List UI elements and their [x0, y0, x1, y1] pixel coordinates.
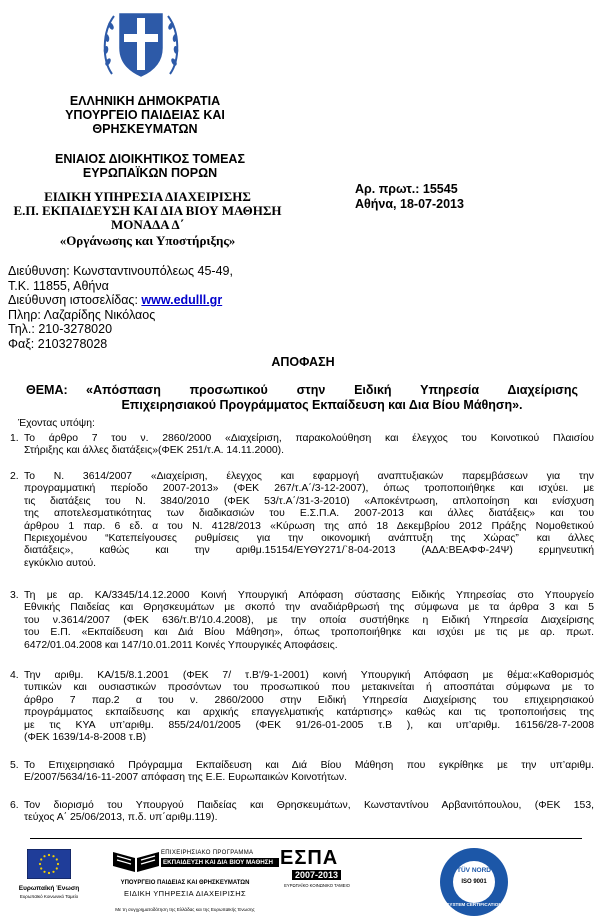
item-text-line: του ν.3614/2007 (ΦΕΚ 636/τ.Β'/10.4.2008), με την οποία συστήθηκε η Ειδική Υπηρεσία Διαχείρισης: [24, 614, 594, 626]
item-text-line: Ε/2007/5634/16-11-2007 απόφαση της Ε.Ε. Ευρωπαικών Κοινοτήτων.: [24, 772, 348, 784]
eu-logo: [14, 845, 84, 915]
item-text-line: προγραμματική περίοδο 2007-2013» (ΦΕΚ 267/τ.Α΄/3-12-2007), όπως τροποποιήθηκε και ισχύει. με: [24, 483, 594, 495]
eu-star-icon: [48, 854, 50, 856]
op-ministry: ΥΠΟΥΡΓΕΙΟ ΠΑΙΔΕΙΑΣ ΚΑΙ ΘΡΗΣΚΕΥΜΑΤΩΝ: [120, 880, 250, 886]
op-label-main: ΕΚΠΑΙΔΕΥΣΗ ΚΑΙ ΔΙΑ ΒΙΟΥ ΜΑΘΗΣΗ: [161, 858, 279, 867]
item-text-line: Το άρθρο 7 του ν. 2860/2000 «Διαχείριση, παρακολούθηση και έλεγχος του Κοινοτικού Πλαισίου: [24, 433, 594, 444]
subject-line-2: Επιχειρησιακού Προγράμματος Εκπαίδευση και Δια Βίου Μάθηση».: [121, 398, 523, 412]
service-line-2: Ε.Π. ΕΚΠΑΙΔΕΥΣΗ ΚΑΙ ΔΙΑ ΒΙΟΥ ΜΑΘΗΣΗ: [13, 203, 282, 218]
espa-logo: [278, 847, 356, 897]
service-line-1: ΕΙΔΙΚΗ ΥΠΗΡΕΣΙΑ ΔΙΑΧΕΙΡΙΣΗΣ: [44, 189, 251, 204]
cert-iso-label: ISO 9001: [461, 879, 487, 885]
item-text-line: εγκύκλιο αυτού.: [24, 557, 97, 569]
item-text-line: τις διατάξεις του Ν. 3840/2010 (ΦΕΚ 53/τ.Α΄/31-3-2010) «Αποκέντρωση, απλοποίηση και ενίσχυση: [24, 495, 594, 507]
decision-title: ΑΠΟΦΑΣΗ: [271, 355, 335, 369]
item-text-line: τυπικών και ουσιαστικών προσόντων του προσωπικού που μετακινείται ή αποσπάται σύμφωνα με το: [24, 682, 594, 694]
item-text-line: προγράμματος εκπαίδευσης και αρχικής επαγγελματικής κατάρτισης» καθώς και τις τροποποιήσεις της: [24, 707, 594, 719]
subject-label: ΘΕΜΑ:: [26, 383, 68, 397]
republic-name: ΕΛΛΗΝΙΚΗ ΔΗΜΟΚΡΑΤΙΑ: [69, 94, 221, 108]
eu-star-icon: [56, 858, 58, 860]
eu-star-icon: [48, 872, 50, 874]
op-label-top: ΕΠΙΧΕΙΡΗΣΙΑΚΟ ΠΡΟΓΡΑΜΜΑ: [161, 850, 254, 856]
eu-star-icon: [57, 863, 59, 865]
eu-label: Ευρωπαϊκή Ένωση: [18, 885, 80, 892]
item-text-line: Το Επιχειρησιακό Πρόγραμμα Εκπαίδευση και Διά Βίου Μάθηση που εγκρίθηκε με την υπ’αριθμ.: [24, 760, 594, 771]
address-line-1: Διεύθυνση: Κωνσταντινουπόλεως 45-49,: [8, 264, 233, 278]
eu-star-icon: [56, 867, 58, 869]
item-text-line: Τον διορισμό του Υπουργού Παιδείας και Θρησκευμάτων, Κωνσταντίνου Αρβανιτόπουλου, (ΦΕΚ 153,: [24, 800, 594, 811]
item-number: 5.: [10, 760, 19, 771]
item-number: 3.: [10, 590, 19, 601]
eu-star-icon: [43, 871, 45, 873]
intro-text: Έχοντας υπόψη:: [18, 418, 95, 429]
item-text-line: του Ε.Π. «Εκπαίδευση και Διά Βίου Μάθηση», όπως τροποποιήθηκε και ισχύει με τις με αρ. πρωτ.: [24, 627, 594, 639]
item-text-line: Στήριξης και άλλες διατάξεις»(ΦΕΚ 251/τ.Α. 14.11.2000).: [24, 445, 284, 457]
item-text-line: 6472/01.04.2008 και 147/10.01.2011 Κοινές Υπουργικές Αποφάσεις.: [24, 639, 338, 651]
item-text-line: διατάξεις», καθώς και την αριθμ.15154/ΕΥΘΥ271/`8-04-2013 (ΑΔΑ:ΒΕΑΦΦ-24Ψ) ερμηνευτική: [24, 545, 594, 557]
item-text-line: Περιεχομένου “Κατεπείγουσες ρυθμίσεις για την οικονομική ανάπτυξη της Χώρας” και άλλες: [24, 533, 594, 545]
item-text-line: Την αριθμ. ΚΑ/15/8.1.2001 (ΦΕΚ 7/ τ.Β'/9-1-2001) κοινή Υπουργική Απόφαση με θέμα:«Καθορισμός: [24, 670, 594, 681]
website-line: [8, 293, 328, 308]
eu-flag-icon: [27, 849, 71, 879]
subject-line-1: «Απόσπαση προσωπικού στην Ειδική Υπηρεσία Διαχείρισης: [86, 383, 578, 397]
cert-bottom-label: SYSTEM CERTIFICATION: [446, 902, 502, 907]
place-date: Αθήνα, 18-07-2013: [355, 197, 464, 211]
espa-years: 2007-2013: [292, 870, 341, 880]
espa-subtitle: ΕΥΡΩΠΑΪΚΟ ΚΟΙΝΩΝΙΚΟ ΤΑΜΕΙΟ: [284, 883, 350, 888]
item-number: 6.: [10, 800, 19, 811]
operational-program-logo: [95, 846, 275, 918]
unit-label: ΜΟΝΑΔΑ Δ΄: [111, 217, 184, 232]
sector-line-1: ΕΝΙΑΙΟΣ ΔΙΟΙΚΗΤΙΚΟΣ ΤΟΜΕΑΣ: [55, 152, 245, 166]
greek-coat-of-arms-icon: [98, 2, 184, 88]
item-text-line: της αποτελεσματικότητας των διαδικασιών του Ε.Σ.Π.Α. 2007-2013 και άλλες διατάξεις» και του: [24, 508, 594, 520]
website-link[interactable]: www.edulll.gr: [141, 293, 223, 308]
eu-star-icon: [52, 855, 54, 857]
item-text-line: με τις ΚΥΑ υπ’αριθμ. 855/24/01/2005 (ΦΕΚ 91/26-01-2005 τ.Β ), και υπ’αριθμ. 16156/28-7-2008: [24, 719, 594, 731]
unit-name: «Οργάνωσης και Υποστήριξης»: [59, 233, 236, 248]
eu-fund-label: Ευρωπαϊκό Κοινωνικό Ταμείο: [19, 894, 79, 899]
protocol-number: Αρ. πρωτ.: 15545: [355, 182, 458, 196]
item-text-line: Εθνικής Παιδείας και Θρησκευμάτων με σκοπό την αναδιάρθρωσή της σύμφωνα με τα άρθρα 3 και 5: [24, 602, 594, 614]
fax-number: Φαξ: 2103278028: [8, 336, 108, 351]
ministry-line-1: ΥΠΟΥΡΓΕΙΟ ΠΑΙΔΕΙΑΣ ΚΑΙ: [65, 108, 225, 122]
ministry-line-2: ΘΡΗΣΚΕΥΜΑΤΩΝ: [92, 122, 198, 136]
eu-star-icon: [52, 871, 54, 873]
eu-star-icon: [43, 855, 45, 857]
eu-star-icon: [40, 867, 42, 869]
item-text-line: Το Ν. 3614/2007 «Διαχείριση, έλεγχος και εφαρμογή αναπτυξιακών παρεμβάσεων για την: [24, 471, 594, 482]
item-text-line: τεύχος Α΄ 25/06/2013, π.δ. υπ΄αριθμ.119).: [24, 812, 218, 824]
website-label: Διεύθυνση ιστοσελίδας:: [8, 293, 142, 308]
item-text-line: άρθρου 1 παρ. 6 εδ. α του Ν. 4128/2013 «Κύρωση της από 18 Δεκεμβρίου 2012 Πράξης Νομοθετικού: [24, 520, 594, 532]
item-number: 1.: [10, 433, 19, 444]
op-service: ΕΙΔΙΚΗ ΥΠΗΡΕΣΙΑ ΔΙΑΧΕΙΡΙΣΗΣ: [123, 889, 247, 898]
espa-label: ΕΣΠΑ: [280, 847, 339, 869]
certification-badge: [438, 846, 510, 918]
cofinance-note: Με τη συγχρηματοδότηση της Ελλάδας και της Ευρωπαϊκής Ένωσης: [115, 907, 255, 912]
contact-person: Πληρ: Λαζαρίδης Νικόλαος: [8, 307, 156, 322]
item-text-line: Τη με αρ. ΚΑ/3345/14.12.2000 Κοινή Υπουργική Απόφαση σύστασης Ειδικής Υπηρεσίας στο Υπουργείο: [24, 590, 594, 601]
op-book-icon: [111, 848, 161, 874]
phone-number: Τηλ.: 210-3278020: [8, 322, 113, 337]
footer-divider: [30, 838, 582, 839]
item-number: 4.: [10, 670, 19, 681]
address-line-2: Τ.Κ. 11855, Αθήνα: [8, 278, 109, 293]
sector-line-2: ΕΥΡΩΠΑΪΚΩΝ ΠΟΡΩΝ: [82, 166, 218, 180]
eu-star-icon: [39, 863, 41, 865]
item-text-line: άρθρο 7 παρ.2 α του ν. 2860/2000 στην Ειδική Υπηρεσία Διαχείρισης του επιχειρησιακού: [24, 694, 594, 706]
eu-star-icon: [40, 858, 42, 860]
item-number: 2.: [10, 471, 19, 482]
item-text-line: (ΦΕΚ 1639/14-8-2008 τ.Β): [24, 732, 147, 744]
cert-top-label: TÜV NORD: [457, 867, 491, 874]
